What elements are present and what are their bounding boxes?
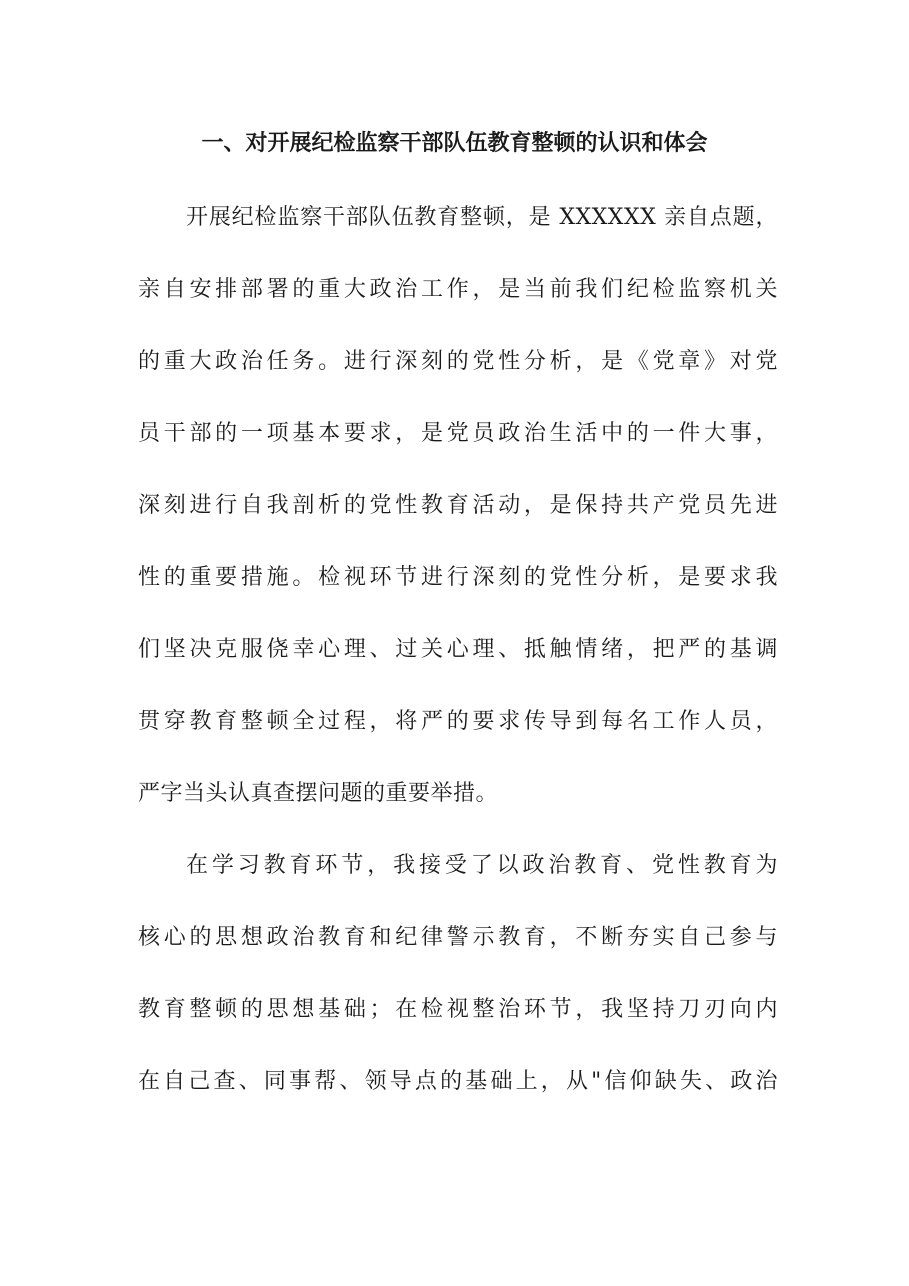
paragraph-1-line-2: 亲自安排部署的重大政治工作，是当前我们纪检监察机关: [138, 277, 778, 302]
paragraph-1-line-3: 的重大政治任务。进行深刻的党性分析，是《党章》对党: [138, 349, 778, 374]
paragraph-1-line-4: 员干部的一项基本要求，是党员政治生活中的一件大事，: [138, 421, 778, 446]
paragraph-1-line-8: 贯穿教育整顿全过程，将严的要求传导到每名工作人员，: [138, 709, 778, 734]
paragraph-2-line-4: 在自己查、同事帮、领导点的基础上，从"信仰缺失、政治: [138, 1069, 778, 1094]
paragraph-2-line-3: 教育整顿的思想基础；在检视整治环节，我坚持刀刃向内: [138, 997, 778, 1022]
paragraph-1-line-5: 深刻进行自我剖析的党性教育活动，是保持共产党员先进: [138, 493, 778, 518]
paragraph-1-line-7: 们坚决克服侥幸心理、过关心理、抵触情绪，把严的基调: [138, 637, 778, 662]
paragraph-2-line-2: 核心的思想政治教育和纪律警示教育，不断夯实自己参与: [138, 925, 778, 950]
paragraph-1-line-6: 性的重要措施。检视环节进行深刻的党性分析，是要求我: [138, 565, 778, 590]
paragraph-2-line-1: 在学习教育环节，我接受了以政治教育、党性教育为: [186, 853, 778, 878]
section-heading: 一、对开展纪检监察干部队伍教育整顿的认识和体会: [201, 131, 708, 156]
paragraph-1-line-9: 严字当头认真查摆问题的重要举措。: [138, 781, 499, 806]
paragraph-1-line-1: 开展纪检监察干部队伍教育整顿，是 XXXXXX 亲自点题，: [186, 205, 778, 230]
